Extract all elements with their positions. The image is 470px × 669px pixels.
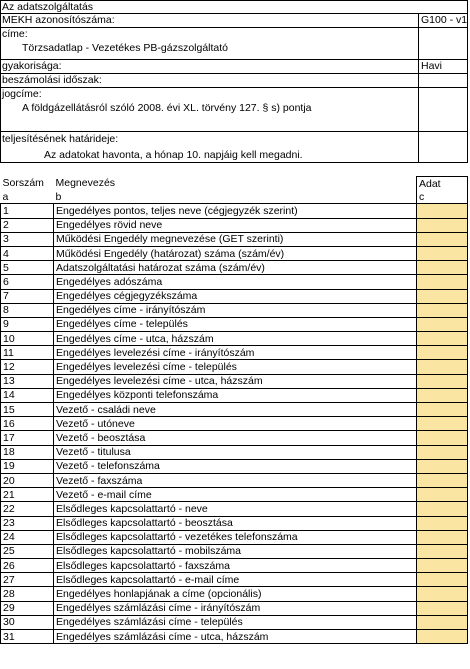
table-row xyxy=(1,488,468,502)
table-row xyxy=(1,530,468,544)
table-row xyxy=(1,459,468,473)
row-number: 4 xyxy=(1,246,54,260)
adat-input-cell[interactable] xyxy=(417,261,468,275)
adat-input-cell[interactable] xyxy=(417,218,468,232)
row-name: Vezető - faxszáma xyxy=(54,473,417,487)
row-name: Vezető - e-mail címe xyxy=(54,488,417,502)
row-name: Engedélyes számlázási címe - utca, házszám xyxy=(54,630,417,644)
row-number: 9 xyxy=(1,317,54,331)
col-letter-a: a xyxy=(1,190,54,204)
adat-input-cell[interactable] xyxy=(417,587,468,601)
row-name: Elsődleges kapcsolattartó - e-mail címe xyxy=(54,573,417,587)
adat-input-cell[interactable] xyxy=(417,374,468,388)
row-number: 16 xyxy=(1,417,54,431)
table-row xyxy=(1,275,468,289)
adat-input-cell[interactable] xyxy=(417,403,468,417)
gyakorisag-label: gyakorisága: xyxy=(2,60,62,72)
row-number: 1 xyxy=(1,204,54,218)
row-number: 26 xyxy=(1,559,54,573)
row-name: Engedélyes címe - irányítószám xyxy=(54,303,417,317)
mekh-label: MEKH azonosítószáma: xyxy=(2,14,115,26)
table-row xyxy=(1,417,468,431)
row-number: 27 xyxy=(1,573,54,587)
row-number: 14 xyxy=(1,388,54,402)
row-name: Engedélyes levelezési címe - irányítószám xyxy=(54,346,417,360)
row-number: 25 xyxy=(1,544,54,558)
table-row xyxy=(1,346,468,360)
row-name: Engedélyes honlapjának a címe (opcionális) xyxy=(54,587,417,601)
adat-input-cell[interactable] xyxy=(417,246,468,260)
table-row xyxy=(1,303,468,317)
table-row xyxy=(1,388,468,402)
col-header-sorszam: Sorszám xyxy=(2,177,44,190)
adat-input-cell[interactable] xyxy=(417,346,468,360)
table-row xyxy=(1,473,468,487)
row-number: 28 xyxy=(1,587,54,601)
header-divider xyxy=(0,59,468,60)
idoszak-label: beszámolási időszak: xyxy=(2,74,102,86)
row-name: Elsődleges kapcsolattartó - faxszáma xyxy=(54,559,417,573)
adat-input-cell[interactable] xyxy=(417,516,468,530)
data-table xyxy=(0,176,468,644)
header-title: Az adatszolgáltatás xyxy=(2,1,94,13)
row-name: Engedélyes címe - utca, házszám xyxy=(54,332,417,346)
header-border-bottom xyxy=(0,162,468,163)
row-name: Engedélyes címe - település xyxy=(54,317,417,331)
adat-input-cell[interactable] xyxy=(417,431,468,445)
mekh-value: G100 - v1 xyxy=(421,14,468,26)
row-number: 22 xyxy=(1,502,54,516)
table-letter-row xyxy=(1,190,468,204)
table-header-row xyxy=(1,177,468,191)
row-name: Engedélyes rövid neve xyxy=(54,218,417,232)
row-number: 8 xyxy=(1,303,54,317)
row-number: 20 xyxy=(1,473,54,487)
row-name: Engedélyes levelezési címe - település xyxy=(54,360,417,374)
row-name: Vezető - telefonszáma xyxy=(54,459,417,473)
row-name: Vezető - titulusa xyxy=(54,445,417,459)
gyakorisag-value: Havi xyxy=(421,60,443,72)
hatarido-value: Az adatokat havonta, a hónap 10. napjáig kell megadni. xyxy=(44,149,303,161)
row-number: 24 xyxy=(1,530,54,544)
row-number: 5 xyxy=(1,261,54,275)
adat-input-cell[interactable] xyxy=(417,601,468,615)
jogcim-label: jogcíme: xyxy=(2,88,42,100)
row-name: Működési Engedély megnevezése (GET szerinti) xyxy=(54,232,417,246)
row-name: Engedélyes számlázási címe - irányítószám xyxy=(54,601,417,615)
row-number: 6 xyxy=(1,275,54,289)
table-row xyxy=(1,544,468,558)
adat-input-cell[interactable] xyxy=(417,459,468,473)
row-name: Vezető - beosztása xyxy=(54,431,417,445)
row-number: 7 xyxy=(1,289,54,303)
row-name: Engedélyes számlázási címe - település xyxy=(54,615,417,629)
hatarido-label: teljesítésének határideje: xyxy=(2,133,119,145)
adat-input-cell[interactable] xyxy=(417,417,468,431)
row-name: Vezető - családi neve xyxy=(54,403,417,417)
row-number: 17 xyxy=(1,431,54,445)
row-name: Engedélyes adószáma xyxy=(54,275,417,289)
row-number: 21 xyxy=(1,488,54,502)
row-name: Engedélyes levelezési címe - utca, házszám xyxy=(54,374,417,388)
adat-input-cell[interactable] xyxy=(417,275,468,289)
table-row xyxy=(1,332,468,346)
row-number: 12 xyxy=(1,360,54,374)
row-name: Működési Engedély (határozat) száma (szám/év) xyxy=(54,246,417,260)
table-row xyxy=(1,445,468,459)
adat-input-cell[interactable] xyxy=(417,544,468,558)
cim-label: címe: xyxy=(2,28,28,40)
row-number: 13 xyxy=(1,374,54,388)
adat-input-cell[interactable] xyxy=(417,559,468,573)
adat-input-cell[interactable] xyxy=(417,445,468,459)
row-number: 2 xyxy=(1,218,54,232)
table-row xyxy=(1,246,468,260)
row-number: 11 xyxy=(1,346,54,360)
row-number: 19 xyxy=(1,459,54,473)
table-row xyxy=(1,289,468,303)
row-name: Engedélyes cégjegyzékszáma xyxy=(54,289,417,303)
table-row xyxy=(1,516,468,530)
table-row xyxy=(1,317,468,331)
table-row xyxy=(1,502,468,516)
adat-input-cell[interactable] xyxy=(417,573,468,587)
col-letter-c: c xyxy=(417,190,468,204)
table-row xyxy=(1,204,468,218)
adat-input-cell[interactable] xyxy=(417,204,468,218)
adat-input-cell[interactable] xyxy=(417,388,468,402)
table-row xyxy=(1,573,468,587)
row-number: 31 xyxy=(1,630,54,644)
adat-input-cell[interactable] xyxy=(417,615,468,629)
header-divider xyxy=(0,87,468,88)
row-name: Elsődleges kapcsolattartó - neve xyxy=(54,502,417,516)
row-name: Elsődleges kapcsolattartó - beosztása xyxy=(54,516,417,530)
header-divider xyxy=(0,27,468,28)
adat-input-cell[interactable] xyxy=(417,473,468,487)
row-name: Vezető - utóneve xyxy=(54,417,417,431)
table-row xyxy=(1,559,468,573)
table-row xyxy=(1,403,468,417)
jogcim-value: A földgázellátásról szóló 2008. évi XL. törvény 127. § s) pontja xyxy=(22,102,312,114)
table-row xyxy=(1,232,468,246)
col-header-adat: Adat xyxy=(417,177,468,191)
row-name: Adatszolgáltatási határozat száma (szám/év) xyxy=(54,261,417,275)
table-row xyxy=(1,374,468,388)
row-number: 18 xyxy=(1,445,54,459)
row-number: 3 xyxy=(1,232,54,246)
row-number: 30 xyxy=(1,615,54,629)
table-row xyxy=(1,630,468,644)
cim-value: Törzsadatlap - Vezetékes PB-gázszolgáltató xyxy=(22,42,229,54)
row-name: Elsődleges kapcsolattartó - vezetékes telefonszáma xyxy=(54,530,417,544)
table-row xyxy=(1,587,468,601)
row-number: 23 xyxy=(1,516,54,530)
header-right-border xyxy=(467,0,468,162)
adat-input-cell[interactable] xyxy=(417,232,468,246)
table-row xyxy=(1,261,468,275)
table-row xyxy=(1,601,468,615)
adat-input-cell[interactable] xyxy=(417,488,468,502)
adat-input-cell[interactable] xyxy=(417,502,468,516)
row-number: 29 xyxy=(1,601,54,615)
table-row xyxy=(1,360,468,374)
table-row xyxy=(1,615,468,629)
adat-input-cell[interactable] xyxy=(417,332,468,346)
row-name: Elsődleges kapcsolattartó - mobilszáma xyxy=(54,544,417,558)
adat-input-cell[interactable] xyxy=(417,289,468,303)
header-value-divider xyxy=(418,13,419,162)
table-row xyxy=(1,431,468,445)
table-row xyxy=(1,218,468,232)
row-name: Engedélyes központi telefonszáma xyxy=(54,388,417,402)
adat-input-cell[interactable] xyxy=(417,360,468,374)
row-number: 10 xyxy=(1,332,54,346)
col-header-megnevezes: Megnevezés xyxy=(55,177,116,190)
row-name: Engedélyes pontos, teljes neve (cégjegyzék szerint) xyxy=(54,204,417,218)
row-number: 15 xyxy=(1,403,54,417)
adat-input-cell[interactable] xyxy=(417,530,468,544)
adat-input-cell[interactable] xyxy=(417,303,468,317)
header-left-border xyxy=(0,0,1,162)
adat-input-cell[interactable] xyxy=(417,317,468,331)
adat-input-cell[interactable] xyxy=(417,630,468,644)
col-letter-b: b xyxy=(54,190,417,204)
